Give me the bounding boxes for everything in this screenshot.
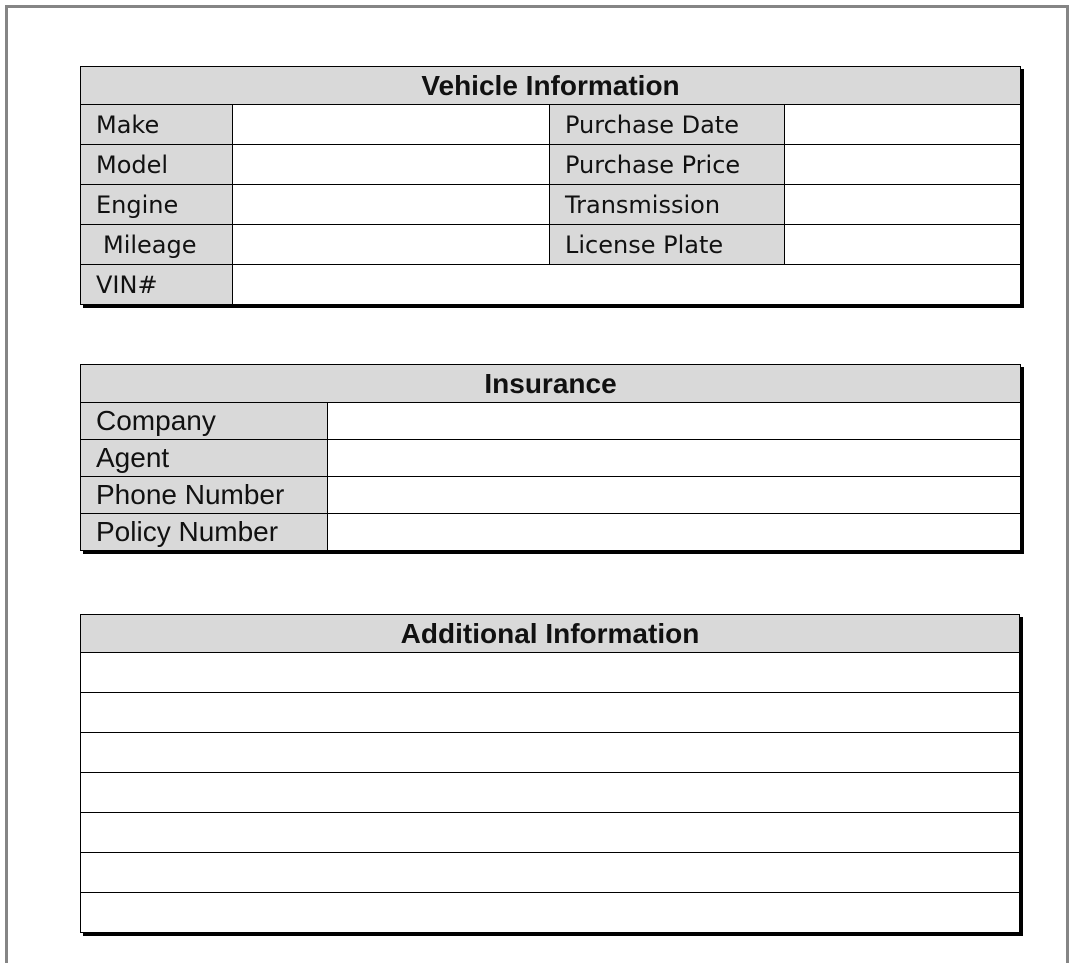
- purchase-price-label: Purchase Price: [550, 145, 785, 185]
- additional-information-title: Additional Information: [81, 615, 1020, 653]
- make-field[interactable]: [233, 105, 550, 145]
- vin-label: VIN#: [81, 265, 233, 305]
- license-plate-field[interactable]: [785, 225, 1021, 265]
- engine-field[interactable]: [233, 185, 550, 225]
- additional-information-line[interactable]: [81, 733, 1020, 773]
- policy-number-label: Policy Number: [81, 514, 328, 551]
- engine-label: Engine: [81, 185, 233, 225]
- company-field[interactable]: [328, 403, 1021, 440]
- agent-label: Agent: [81, 440, 328, 477]
- mileage-label: Mileage: [81, 225, 233, 265]
- purchase-date-field[interactable]: [785, 105, 1021, 145]
- model-field[interactable]: [233, 145, 550, 185]
- purchase-date-label: Purchase Date: [550, 105, 785, 145]
- phone-number-label: Phone Number: [81, 477, 328, 514]
- vehicle-information-table: [80, 66, 1021, 305]
- vehicle-information-title: Vehicle Information: [81, 67, 1021, 105]
- additional-information-line[interactable]: [81, 693, 1020, 733]
- mileage-field[interactable]: [233, 225, 550, 265]
- license-plate-label: License Plate: [550, 225, 785, 265]
- additional-information-line[interactable]: [81, 773, 1020, 813]
- phone-number-field[interactable]: [328, 477, 1021, 514]
- purchase-price-field[interactable]: [785, 145, 1021, 185]
- insurance-table: [80, 364, 1021, 551]
- additional-information-line[interactable]: [81, 813, 1020, 853]
- insurance-title: Insurance: [81, 365, 1021, 403]
- transmission-label: Transmission: [550, 185, 785, 225]
- additional-information-table: [80, 614, 1020, 933]
- vin-field[interactable]: [233, 265, 1021, 305]
- additional-information-line[interactable]: [81, 653, 1020, 693]
- agent-field[interactable]: [328, 440, 1021, 477]
- transmission-field[interactable]: [785, 185, 1021, 225]
- model-label: Model: [81, 145, 233, 185]
- make-label: Make: [81, 105, 233, 145]
- company-label: Company: [81, 403, 328, 440]
- additional-information-line[interactable]: [81, 853, 1020, 893]
- form-page: [5, 5, 1069, 963]
- policy-number-field[interactable]: [328, 514, 1021, 551]
- additional-information-line[interactable]: [81, 893, 1020, 933]
